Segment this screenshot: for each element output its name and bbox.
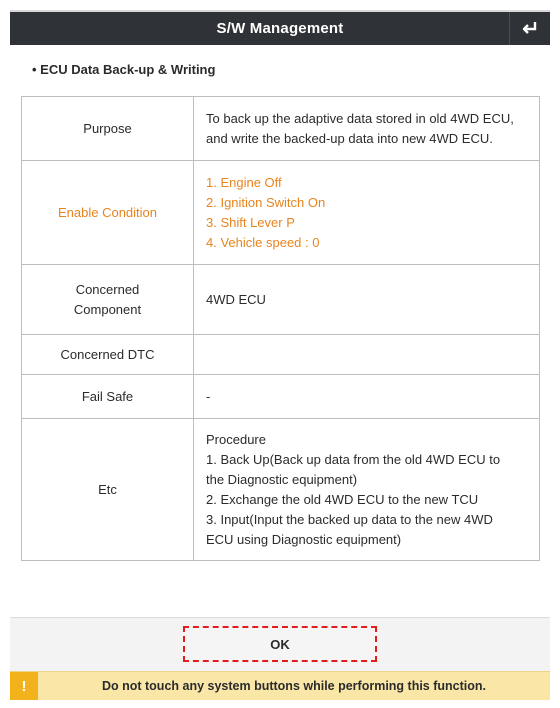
row-value: 1. Engine Off 2. Ignition Switch On 3. Shift Lever P 4. Vehicle speed : 0: [194, 161, 540, 265]
row-label: Concerned DTC: [22, 335, 194, 375]
section-title: • ECU Data Back-up & Writing: [32, 62, 216, 77]
back-button[interactable]: [509, 12, 550, 45]
table-row-purpose: [22, 97, 540, 161]
page-title: S/W Management: [216, 20, 344, 37]
title-bar: [10, 12, 550, 45]
warning-text: Do not touch any system buttons while performing this function.: [101, 679, 487, 693]
row-label: Purpose: [22, 97, 194, 161]
info-table: [21, 96, 540, 561]
table-row-etc: [22, 419, 540, 561]
row-label: Concerned Component: [22, 265, 194, 335]
row-value: To back up the adaptive data stored in old 4WD ECU, and write the backed-up data into new 4WD ECU.: [194, 97, 540, 161]
table-row-fail-safe: [22, 375, 540, 419]
table-row-concerned-component: [22, 265, 540, 335]
table-row-concerned-dtc: [22, 335, 540, 375]
button-bar: [10, 617, 550, 671]
row-value: Procedure 1. Back Up(Back up data from the old 4WD ECU to the Diagnostic equipment) 2. Exchange the old 4WD ECU to the new TCU 3. Input(Input the backed up data to the new 4WD ECU using Diagnostic equipment): [194, 419, 540, 561]
ok-button[interactable]: OK: [183, 626, 377, 662]
warning-bar: [10, 671, 550, 700]
row-label: Fail Safe: [22, 375, 194, 419]
row-value: [194, 335, 540, 375]
warning-icon: !: [10, 672, 38, 700]
return-arrow-icon: [521, 21, 539, 37]
table-row-enable-condition: [22, 161, 540, 265]
row-label: Etc: [22, 419, 194, 561]
row-value: 4WD ECU: [194, 265, 540, 335]
row-label: Enable Condition: [22, 161, 194, 265]
row-value: -: [194, 375, 540, 419]
